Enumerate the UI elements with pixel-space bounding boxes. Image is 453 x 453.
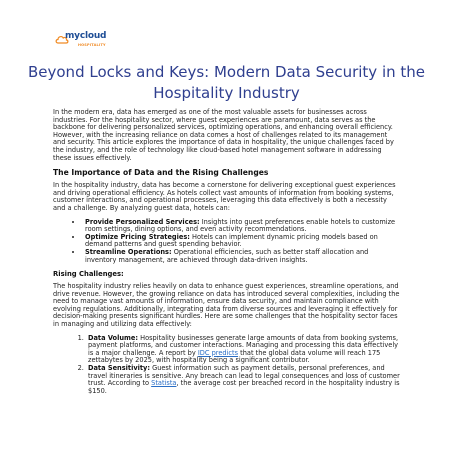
list-item-label: Data Volume: — [88, 333, 139, 342]
article-body — [53, 109, 400, 395]
company-logo[interactable] — [55, 30, 115, 52]
importance-paragraph: In the hospitality industry, data has become a cornerstone for delivering exceptional guest experiences and driving operational efficiency. As hotels collect vast amounts of information from booking systems, customer interactions, and operational processes, leveraging this data effectively is both a necessity and a challenge. By analyzing guest data, hotels can: — [53, 181, 396, 212]
article-title: Beyond Locks and Keys: Modern Data Security in the Hospitality Industry — [27, 63, 426, 102]
list-item-text: Hospitality businesses generate large amounts of data from booking systems, payment platforms, and customer interactions. Managing and processing this data effectively is a major challenge. A report by — [88, 333, 399, 357]
list-item — [83, 219, 400, 234]
challenges-paragraph: The hospitality industry relies heavily on data to enhance guest experiences, streamline operations, and drive revenue. However, the growing reliance on data has introduced several complexities, including the need to manage vast amounts of information, ensure data security, and maintain compliance with evolving regulations. Additionally, integrating data from diverse sources and leveraging it effectively for decision-making presents significant hurdles. Here are some challenges that the hospitality sector faces in managing and utilizing data effectively: — [53, 282, 400, 329]
list-item-text: Operational efficiencies, such as better staff allocation and inventory management, are achieved through data-driven insights. — [85, 247, 369, 264]
list-item — [83, 234, 400, 249]
section-heading-importance: The Importance of Data and the Rising Challenges — [53, 168, 269, 178]
list-item — [86, 335, 400, 365]
list-item-text: Guest information such as payment details, personal preferences, and travel itineraries is sensitive. Any breach can lead to legal consequences and loss of customer trust. According to — [88, 364, 400, 388]
logo-tagline: HOSPITALITY — [78, 43, 106, 47]
list-item-label: Provide Personalized Services: — [85, 217, 200, 226]
benefits-list — [53, 219, 400, 265]
logo-name: mycloud — [65, 31, 107, 41]
list-item-text: Hotels can implement dynamic pricing models based on demand patterns and guest spending behavior. — [85, 232, 378, 249]
list-item — [86, 365, 400, 395]
list-item-label: Streamline Operations: — [85, 247, 172, 256]
list-item-label: Data Sensitivity: — [88, 364, 150, 373]
section-heading-challenges: Rising Challenges: — [53, 270, 124, 279]
intro-paragraph: In the modern era, data has emerged as one of the most valuable assets for businesses across industries. For the hospitality sector, where guest experiences are paramount, data serves as the backbone for delivering personalized services, optimizing operations, and enhancing overall efficiency. However, with the increasing reliance on data comes a host of challenges related to its management and security. This article explores the importance of data in hospitality, the unique challenges faced by the industry, and the role of technology like cloud-based hotel management software in addressing these issues effectively. — [53, 108, 394, 162]
list-item — [83, 249, 400, 264]
list-item-label: Optimize Pricing Strategies: — [85, 232, 190, 241]
list-item-text: that the global data volume will reach 175 zettabytes by 2025, with hospitality being a significant contributor. — [88, 348, 381, 365]
idc-link[interactable]: IDC predicts — [197, 348, 239, 357]
statista-link[interactable]: Statista — [151, 379, 177, 388]
list-item-text: , the average cost per breached record in the hospitality industry is $150. — [88, 379, 400, 395]
challenges-list — [53, 335, 400, 396]
list-item-text: Insights into guest preferences enable hotels to customize room settings, dining options, and even activity recommendations. — [85, 217, 396, 234]
